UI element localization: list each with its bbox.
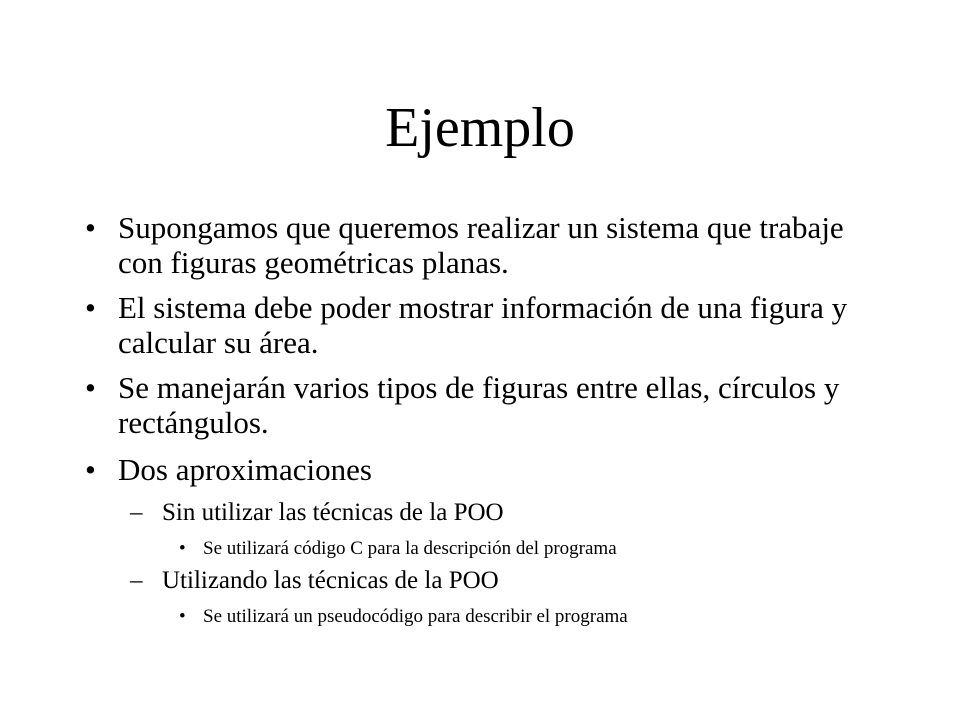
sub-sub-bullet-item [179, 537, 883, 561]
bullet-marker: • [85, 290, 96, 325]
sub-bullet-text: Sin utilizar las técnicas de la POO [162, 499, 504, 526]
bullet-marker: • [85, 452, 96, 487]
dash-marker: – [130, 499, 143, 526]
bullet-marker: • [85, 210, 96, 245]
bullet-item [85, 452, 878, 487]
bullet-marker: • [179, 606, 186, 627]
bullet-item [85, 370, 878, 440]
slide-title: Ejemplo [385, 97, 575, 159]
bullet-item [85, 290, 878, 360]
dash-marker: – [130, 567, 143, 594]
sub-sub-bullet-text: Se utilizará un pseudocódigo para describir el programa [203, 606, 628, 627]
sub-bullet-item [130, 498, 862, 528]
bullet-marker: • [85, 370, 96, 405]
bullet-text: El sistema debe poder mostrar información de una figura y calcular su área. [118, 290, 848, 360]
bullet-text: Se manejarán varios tipos de figuras entre ellas, círculos y rectángulos. [118, 370, 840, 440]
bullet-item [85, 210, 878, 280]
sub-bullet-text: Utilizando las técnicas de la POO [162, 567, 499, 594]
bullet-text: Dos aproximaciones [118, 452, 372, 487]
bullet-marker: • [179, 538, 186, 559]
sub-bullet-item [130, 566, 862, 596]
sub-sub-bullet-item [179, 605, 883, 629]
sub-sub-bullet-text: Se utilizará código C para la descripción del programa [203, 538, 617, 559]
bullet-text: Supongamos que queremos realizar un sistema que trabaje con figuras geométricas planas. [118, 210, 844, 280]
